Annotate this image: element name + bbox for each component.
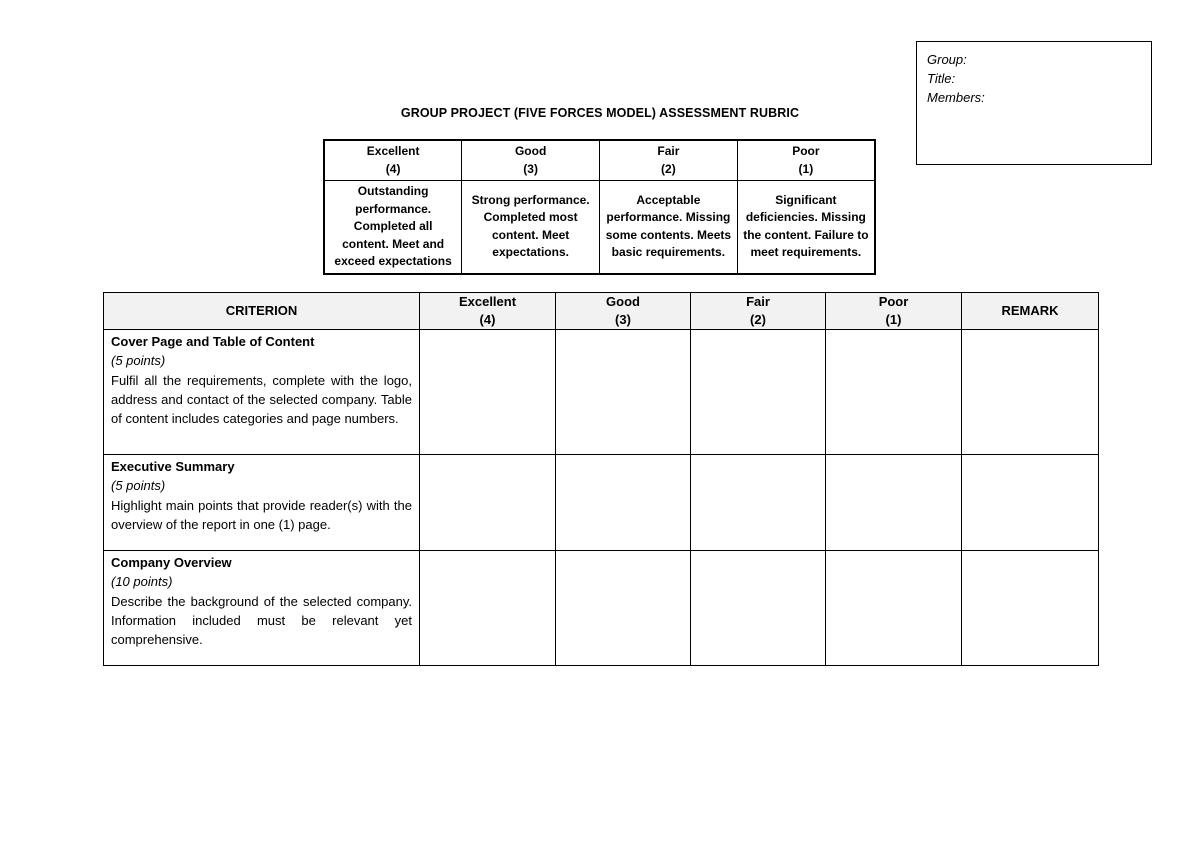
remark-cell[interactable] xyxy=(962,551,1099,666)
rubric-level-label: Good xyxy=(606,294,640,309)
score-cell-good[interactable] xyxy=(556,455,691,551)
criterion-cell xyxy=(104,330,420,455)
table-row xyxy=(104,330,1099,455)
assessment-rubric-table xyxy=(103,292,1099,666)
legend-level-label: Fair xyxy=(657,144,680,158)
rubric-level-points: (1) xyxy=(885,312,902,327)
score-cell-fair[interactable] xyxy=(691,455,826,551)
criterion-cell xyxy=(104,455,420,551)
rubric-level-label: Poor xyxy=(878,294,909,309)
rubric-level-points: (3) xyxy=(615,312,631,327)
criterion-name: Company Overview xyxy=(111,555,232,570)
score-cell-poor[interactable] xyxy=(826,330,962,455)
rubric-level-label: Excellent xyxy=(458,294,517,309)
remark-cell[interactable] xyxy=(962,455,1099,551)
score-cell-poor[interactable] xyxy=(826,551,962,666)
rubric-header-poor xyxy=(826,293,962,330)
criterion-points: (10 points) xyxy=(111,574,173,590)
legend-description-good: Strong performance. Completed most content. Meet expectations. xyxy=(462,181,600,274)
legend-header-excellent xyxy=(324,140,462,181)
rubric-header-good xyxy=(556,293,691,330)
group-info-box xyxy=(916,41,1152,165)
legend-level-points: (3) xyxy=(523,161,538,176)
criterion-points: (5 points) xyxy=(111,353,166,369)
score-cell-excellent[interactable] xyxy=(420,330,556,455)
score-cell-fair[interactable] xyxy=(691,551,826,666)
legend-level-points: (4) xyxy=(385,161,401,176)
rubric-header-row xyxy=(104,293,1099,330)
remark-cell[interactable] xyxy=(962,330,1099,455)
remark-header: REMARK xyxy=(962,293,1099,330)
legend-description-excellent: Outstanding performance. Completed all content. Meet and exceed expectations xyxy=(324,181,462,274)
score-cell-excellent[interactable] xyxy=(420,455,556,551)
rubric-header-fair xyxy=(691,293,826,330)
legend-description-fair: Acceptable performance. Missing some contents. Meets basic requirements. xyxy=(600,181,738,274)
legend-level-label: Excellent xyxy=(366,144,420,158)
legend-level-label: Good xyxy=(514,144,547,158)
members-label: Members: xyxy=(927,90,985,105)
group-label: Group: xyxy=(927,52,967,67)
criterion-name: Cover Page and Table of Content xyxy=(111,334,315,349)
legend-description-row xyxy=(324,181,875,274)
rubric-level-points: (2) xyxy=(750,312,766,327)
criterion-header: CRITERION xyxy=(104,293,420,330)
criterion-description: Describe the background of the selected company. Information included must be relevant yet comprehensive. xyxy=(111,593,412,648)
criterion-description: Highlight main points that provide reader(s) with the overview of the report in one (1) page. xyxy=(111,497,412,532)
rubric-header-excellent xyxy=(420,293,556,330)
legend-level-label: Poor xyxy=(792,144,820,158)
legend-header-good xyxy=(462,140,600,181)
legend-header-poor xyxy=(737,140,875,181)
legend-header-row xyxy=(324,140,875,181)
criterion-cell xyxy=(104,551,420,666)
rating-legend-table xyxy=(323,139,876,275)
score-cell-good[interactable] xyxy=(556,551,691,666)
page-title: GROUP PROJECT (FIVE FORCES MODEL) ASSESSMENT RUBRIC xyxy=(400,106,800,120)
table-row xyxy=(104,551,1099,666)
criterion-description: Fulfil all the requirements, complete with the logo, address and contact of the selected company. Table of content includes categories and page numbers. xyxy=(111,372,412,427)
criterion-name: Executive Summary xyxy=(111,459,235,474)
score-cell-good[interactable] xyxy=(556,330,691,455)
score-cell-poor[interactable] xyxy=(826,455,962,551)
criterion-points: (5 points) xyxy=(111,478,166,494)
title-label: Title: xyxy=(927,71,956,86)
legend-level-points: (2) xyxy=(661,161,676,176)
legend-header-fair xyxy=(600,140,738,181)
legend-description-poor: Significant deficiencies. Missing the content. Failure to meet requirements. xyxy=(737,181,875,274)
score-cell-fair[interactable] xyxy=(691,330,826,455)
rubric-level-points: (4) xyxy=(479,312,496,327)
legend-level-points: (1) xyxy=(798,161,814,176)
rubric-level-label: Fair xyxy=(746,294,770,309)
score-cell-excellent[interactable] xyxy=(420,551,556,666)
table-row xyxy=(104,455,1099,551)
